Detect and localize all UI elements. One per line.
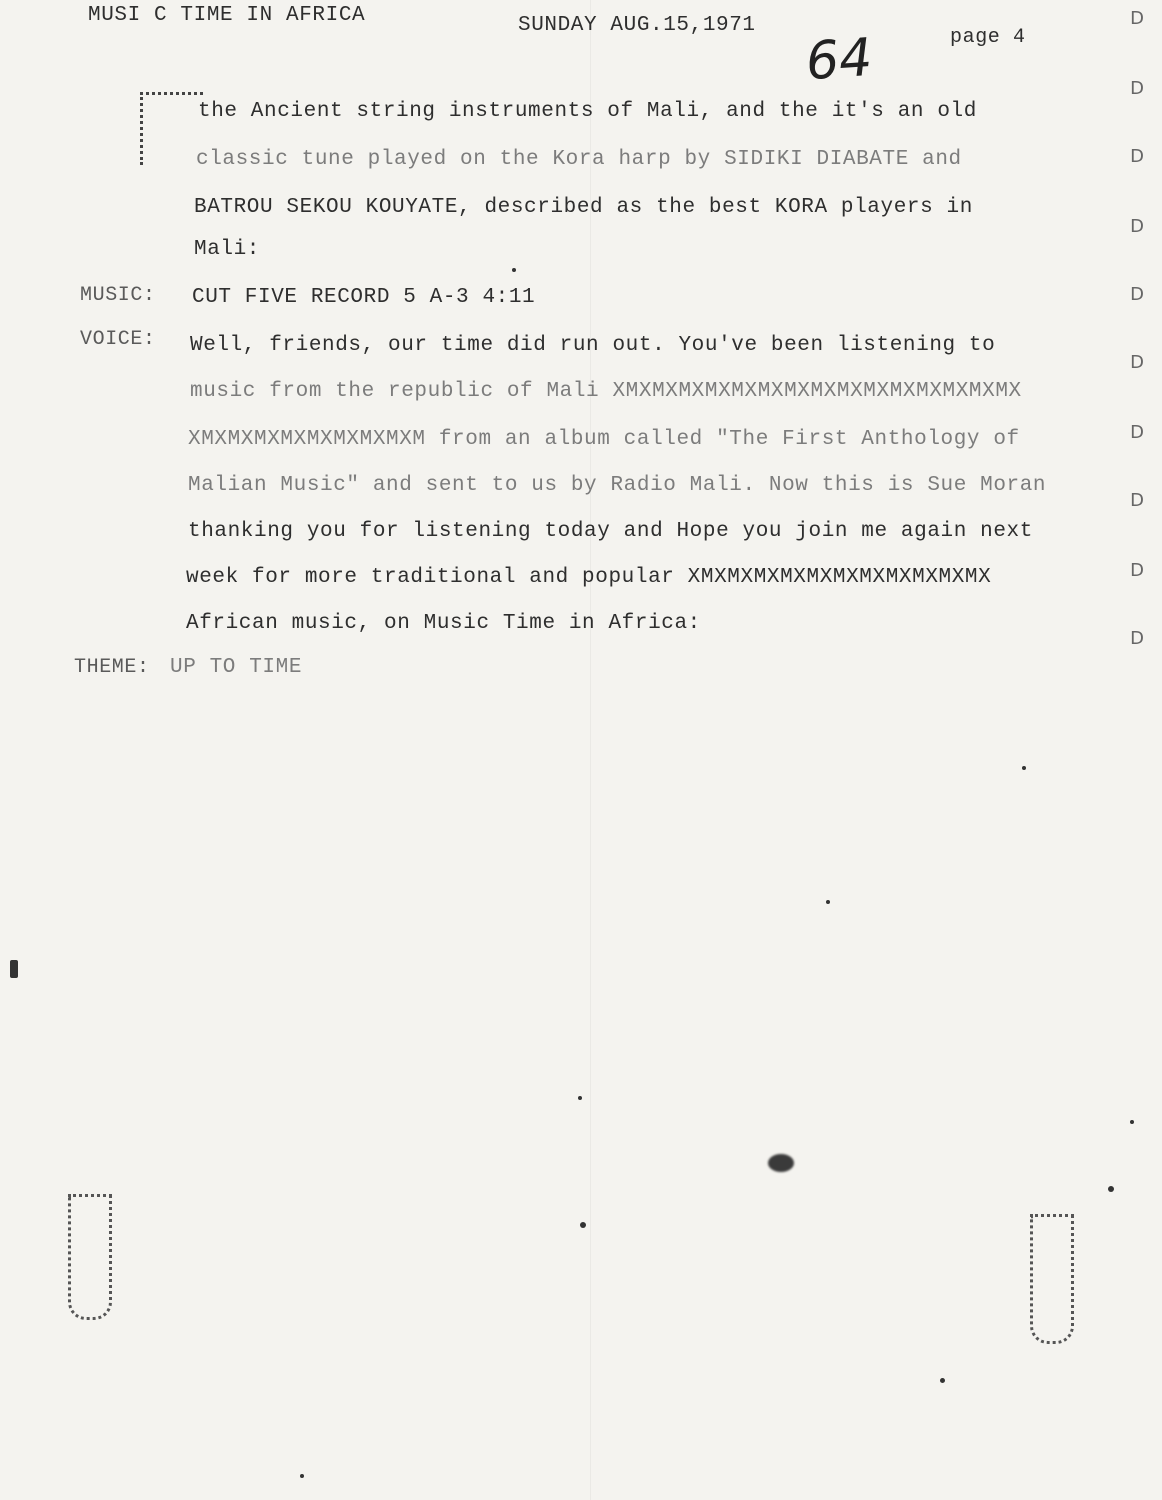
script-line: classic tune played on the Kora harp by SIDIKI DIABATE and (196, 148, 962, 171)
ink-speck (1108, 1186, 1114, 1192)
handwritten-number: 64 (803, 27, 875, 93)
voice-line: African music, on Music Time in Africa: (186, 612, 701, 635)
punch-hole-icon: D (1130, 422, 1144, 443)
ink-speck (578, 1096, 582, 1100)
music-cue: CUT FIVE RECORD 5 A-3 4:11 (192, 286, 536, 309)
voice-line: Well, friends, our time did run out. You've been listening to (190, 334, 996, 357)
script-line: the Ancient string instruments of Mali, and the it's an old (198, 100, 977, 123)
voice-line: music from the republic of Mali XMXMXMXMXMXMXMXMXMXMXMXMXMXMXMX (190, 380, 1022, 403)
voice-line: XMXMXMXMXMXMXMXMXM from an album called "The First Anthology of (188, 428, 1020, 451)
dotted-bracket-mark (140, 92, 203, 165)
punch-hole-icon: D (1130, 146, 1144, 167)
ink-speck (826, 900, 830, 904)
punch-hole-icon: D (1130, 628, 1144, 649)
voice-line: week for more traditional and popular XMXMXMXMXMXMXMXMXMXMXMX (186, 566, 992, 589)
broadcast-date: SUNDAY AUG.15,1971 (518, 14, 756, 37)
voice-line: thanking you for listening today and Hope you join me again next (188, 520, 1033, 543)
ink-speck (512, 268, 516, 272)
fold-crease (590, 0, 591, 1500)
punch-hole-icon: D (1130, 8, 1144, 29)
page-number: page 4 (950, 26, 1026, 49)
punch-hole-icon: D (1130, 284, 1144, 305)
ink-speck (580, 1222, 586, 1228)
ink-speck (768, 1154, 794, 1172)
punch-hole-icon: D (1130, 78, 1144, 99)
script-line: BATROU SEKOU KOUYATE, described as the best KORA players in (194, 196, 973, 219)
dotted-fold-mark-right (1030, 1214, 1074, 1344)
dotted-fold-mark-left (68, 1194, 112, 1320)
theme-label: THEME: (74, 656, 150, 679)
ink-speck (1130, 1120, 1134, 1124)
punch-hole-icon: D (1130, 352, 1144, 373)
ink-speck (300, 1474, 304, 1478)
punch-hole-icon: D (1130, 490, 1144, 511)
punch-hole-icon: D (1130, 560, 1144, 581)
program-title: MUSI C TIME IN AFRICA (88, 4, 366, 27)
voice-line: Malian Music" and sent to us by Radio Mali. Now this is Sue Moran (188, 474, 1047, 497)
theme-text: UP TO TIME (170, 656, 303, 679)
voice-label: VOICE: (80, 328, 156, 351)
script-line: Mali: (194, 238, 261, 261)
ink-speck (10, 960, 18, 978)
music-label: MUSIC: (80, 284, 156, 307)
ink-speck (1022, 766, 1026, 770)
ink-speck (940, 1378, 945, 1383)
punch-hole-icon: D (1130, 216, 1144, 237)
